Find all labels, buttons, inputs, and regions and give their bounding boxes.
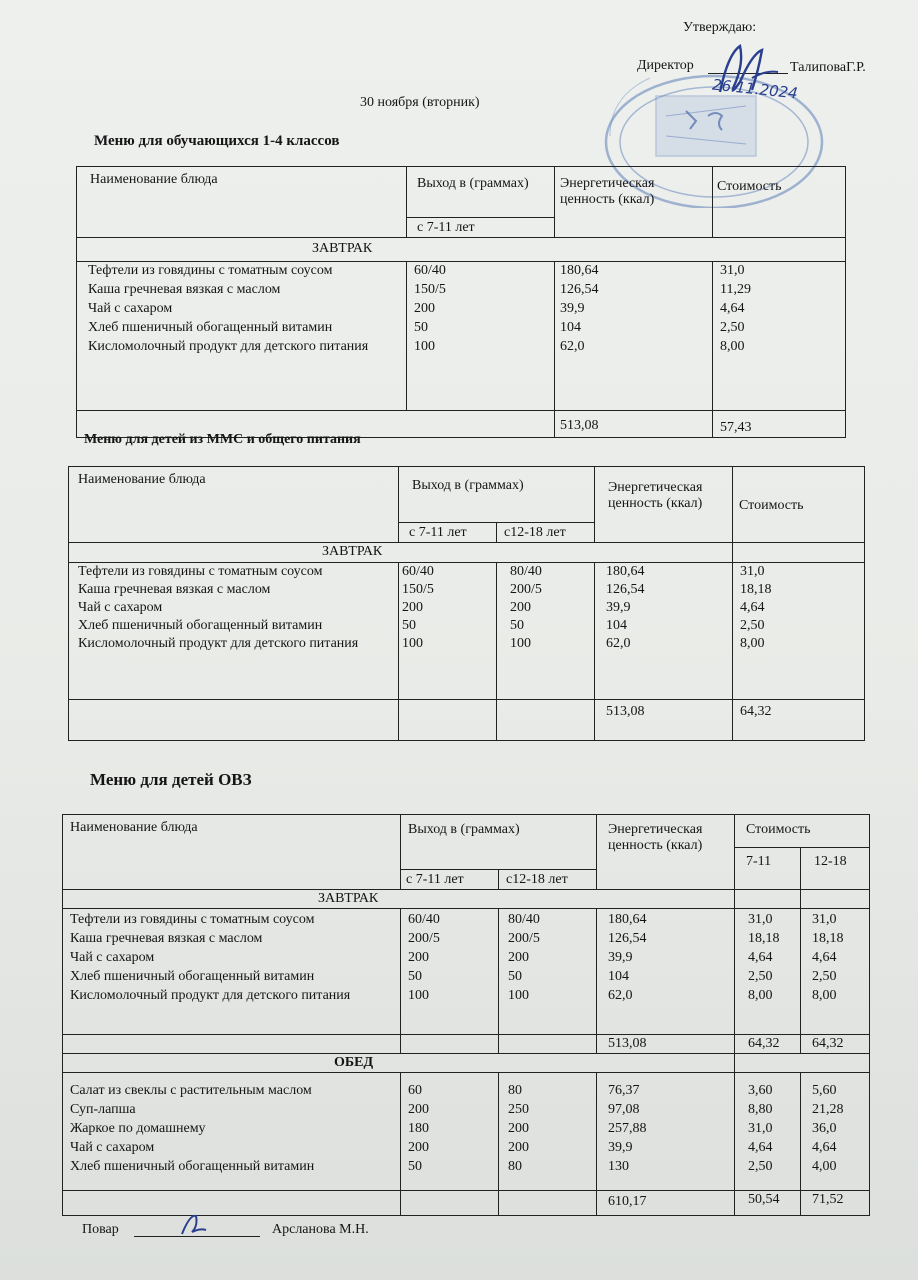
cost-header: Стоимость [739, 498, 804, 513]
lunch-yield-12-18-list [508, 1081, 529, 1176]
list-item: 50 [408, 969, 422, 984]
list-item: 50 [408, 1159, 422, 1174]
dish-header: Наименование блюда [70, 820, 198, 835]
list-item: 31,0 [720, 263, 745, 278]
cost-list [720, 261, 751, 356]
energy-header: Энергетическая ценность (ккал) [608, 822, 703, 853]
list-item: Тефтели из говядины с томатным соусом [70, 912, 315, 927]
dish-header: Наименование блюда [78, 472, 206, 487]
list-item: 180 [408, 1121, 429, 1136]
cook-signature [176, 1210, 216, 1240]
dish-list [88, 261, 388, 356]
list-item: Чай с сахаром [88, 301, 173, 316]
section-2-table [68, 466, 865, 741]
list-item: 200/5 [408, 931, 440, 946]
list-item: Тефтели из говядины с томатным соусом [88, 263, 333, 278]
breakfast-total-cost-12-18: 64,32 [812, 1036, 844, 1051]
age-7-11-header: с 7-11 лет [406, 872, 464, 887]
list-item: 39,9 [608, 950, 633, 965]
breakfast-total-energy: 513,08 [608, 1036, 647, 1051]
list-item: 39,9 [606, 600, 631, 615]
list-item: 4,64 [812, 1140, 837, 1155]
list-item: 4,00 [812, 1159, 837, 1174]
list-item: 31,0 [748, 912, 773, 927]
list-item: 2,50 [720, 320, 745, 335]
cook-label: Повар [82, 1222, 119, 1237]
list-item: 2,50 [748, 1159, 773, 1174]
total-cost: 57,43 [720, 420, 752, 435]
age-7-11-header: с 7-11 лет [409, 525, 467, 540]
list-item: 50 [414, 320, 428, 335]
list-item: Хлеб пшеничный обогащенный витамин [88, 320, 333, 335]
section-1-title: Меню для обучающихся 1-4 классов [94, 133, 340, 149]
energy-header: Энергетическая ценность (ккал) [608, 480, 703, 511]
list-item: 200 [510, 600, 531, 615]
list-item: 36,0 [812, 1121, 837, 1136]
list-item: Хлеб пшеничный обогащенный витамин [78, 618, 323, 633]
list-item: Жаркое по домашнему [70, 1121, 206, 1136]
list-item: 104 [560, 320, 581, 335]
list-item: 4,64 [748, 1140, 773, 1155]
list-item: 80/40 [510, 564, 542, 579]
date-line: 30 ноября (вторник) [360, 95, 480, 110]
list-item: Кисломолочный продукт для детского питания [88, 339, 369, 354]
approved-label: Утверждаю: [683, 20, 757, 35]
yield-list [414, 261, 446, 356]
list-item: 126,54 [606, 582, 645, 597]
list-item: Кисломолочный продукт для детского питания [70, 988, 351, 1003]
list-item: 200 [414, 301, 435, 316]
list-item: 200 [408, 950, 429, 965]
list-item: 18,18 [740, 582, 772, 597]
list-item: Каша гречневая вязкая с маслом [88, 282, 281, 297]
list-item: 200 [508, 950, 529, 965]
age-12-18-header: с12-18 лет [506, 872, 568, 887]
list-item: 200 [408, 1140, 429, 1155]
director-signature [700, 34, 820, 114]
list-item: 200 [408, 1102, 429, 1117]
cook-name: Арсланова М.Н. [272, 1222, 369, 1237]
list-item: Чай с сахаром [78, 600, 163, 615]
meal-label: ЗАВТРАК [322, 544, 383, 559]
total-energy: 513,08 [560, 418, 599, 433]
list-item: 200 [402, 600, 423, 615]
cost-header: Стоимость [717, 179, 782, 194]
list-item: Чай с сахаром [70, 950, 155, 965]
cost-header: Стоимость [746, 822, 811, 837]
yield-12-18-list [510, 563, 542, 653]
lunch-yield-7-11-list [408, 1081, 429, 1176]
list-item: 60/40 [408, 912, 440, 927]
breakfast-yield-12-18-list [508, 910, 540, 1005]
list-item: 180,64 [560, 263, 599, 278]
yield-header: Выход в (граммах) [417, 176, 529, 191]
yield-header: Выход в (граммах) [412, 478, 524, 493]
list-item: 50 [402, 618, 416, 633]
breakfast-yield-7-11-list [408, 910, 440, 1005]
list-item: 104 [606, 618, 627, 633]
section-2-title: Меню для детей из ММС и общего питания [84, 432, 361, 447]
breakfast-energy-list [608, 910, 647, 1005]
list-item: 31,0 [812, 912, 837, 927]
list-item: Каша гречневая вязкая с маслом [70, 931, 263, 946]
list-item: 18,18 [748, 931, 780, 946]
list-item: 2,50 [740, 618, 765, 633]
list-item: 60 [408, 1083, 422, 1098]
energy-list [560, 261, 599, 356]
list-item: Чай с сахаром [70, 1140, 155, 1155]
list-item: Салат из свеклы с растительным маслом [70, 1083, 312, 1098]
list-item: 200 [508, 1121, 529, 1136]
lunch-total-cost-7-11: 50,54 [748, 1192, 780, 1207]
lunch-label: ОБЕД [334, 1055, 374, 1070]
director-label: Директор [637, 58, 694, 73]
list-item: 8,00 [720, 339, 745, 354]
list-item: 8,00 [748, 988, 773, 1003]
list-item: 100 [408, 988, 429, 1003]
cost-list [740, 563, 772, 653]
dish-header: Наименование блюда [90, 172, 218, 187]
list-item: 150/5 [402, 582, 434, 597]
list-item: Тефтели из говядины с томатным соусом [78, 564, 323, 579]
list-item: 50 [510, 618, 524, 633]
list-item: 60/40 [402, 564, 434, 579]
list-item: Хлеб пшеничный обогащенный витамин [70, 969, 315, 984]
list-item: 60/40 [414, 263, 446, 278]
yield-header: Выход в (граммах) [408, 822, 520, 837]
lunch-total-energy: 610,17 [608, 1194, 647, 1209]
dish-list [78, 563, 388, 653]
list-item: Кисломолочный продукт для детского питания [78, 636, 359, 651]
list-item: 180,64 [608, 912, 647, 927]
list-item: 62,0 [560, 339, 585, 354]
list-item: 126,54 [560, 282, 599, 297]
list-item: 4,64 [720, 301, 745, 316]
list-item: 80 [508, 1159, 522, 1174]
list-item: 80 [508, 1083, 522, 1098]
list-item: 126,54 [608, 931, 647, 946]
list-item: 8,00 [812, 988, 837, 1003]
list-item: 50 [508, 969, 522, 984]
cost-12-18-header: 12-18 [814, 854, 847, 869]
energy-list [606, 563, 645, 653]
list-item: 3,60 [748, 1083, 773, 1098]
list-item: 2,50 [748, 969, 773, 984]
list-item: 76,37 [608, 1083, 640, 1098]
list-item: 39,9 [560, 301, 585, 316]
cost-7-11-header: 7-11 [746, 854, 772, 869]
age-7-11-header: с 7-11 лет [417, 220, 475, 235]
breakfast-dish-list [70, 910, 390, 1005]
lunch-total-cost-12-18: 71,52 [812, 1192, 844, 1207]
section-1-table [76, 166, 846, 438]
list-item: 100 [508, 988, 529, 1003]
breakfast-label: ЗАВТРАК [318, 891, 379, 906]
section-3-title: Меню для детей ОВЗ [90, 770, 252, 789]
lunch-dish-list [70, 1081, 314, 1176]
section-3-table [62, 814, 870, 1216]
list-item: Суп-лапша [70, 1102, 136, 1117]
list-item: 104 [608, 969, 629, 984]
list-item: 250 [508, 1102, 529, 1117]
director-name: ТалиповаГ.Р. [790, 60, 866, 75]
signature-date: 26.11.2024 [711, 75, 799, 103]
list-item: 100 [414, 339, 435, 354]
list-item: 31,0 [748, 1121, 773, 1136]
total-energy: 513,08 [606, 704, 645, 719]
list-item: 4,64 [740, 600, 765, 615]
age-12-18-header: с12-18 лет [504, 525, 566, 540]
list-item: 8,80 [748, 1102, 773, 1117]
list-item: 200/5 [510, 582, 542, 597]
list-item: 18,18 [812, 931, 844, 946]
meal-label: ЗАВТРАК [312, 241, 373, 256]
list-item: 200 [508, 1140, 529, 1155]
total-cost: 64,32 [740, 704, 772, 719]
list-item: 80/40 [508, 912, 540, 927]
list-item: 180,64 [606, 564, 645, 579]
lunch-cost-12-18-list [812, 1081, 844, 1176]
list-item: 31,0 [740, 564, 765, 579]
list-item: 11,29 [720, 282, 751, 297]
list-item: 4,64 [748, 950, 773, 965]
list-item: 39,9 [608, 1140, 633, 1155]
list-item: 150/5 [414, 282, 446, 297]
energy-header: Энергетическая ценность (ккал) [560, 176, 655, 207]
list-item: 257,88 [608, 1121, 647, 1136]
breakfast-cost-7-11-list [748, 910, 780, 1005]
list-item: 21,28 [812, 1102, 844, 1117]
list-item: Хлеб пшеничный обогащенный витамин [70, 1159, 315, 1174]
breakfast-cost-12-18-list [812, 910, 844, 1005]
list-item: 100 [402, 636, 423, 651]
lunch-energy-list [608, 1081, 647, 1176]
list-item: 8,00 [740, 636, 765, 651]
lunch-cost-7-11-list [748, 1081, 773, 1176]
yield-7-11-list [402, 563, 434, 653]
list-item: 62,0 [608, 988, 633, 1003]
list-item: 100 [510, 636, 531, 651]
list-item: 97,08 [608, 1102, 640, 1117]
list-item: 62,0 [606, 636, 631, 651]
list-item: 130 [608, 1159, 629, 1174]
breakfast-total-cost-7-11: 64,32 [748, 1036, 780, 1051]
list-item: 200/5 [508, 931, 540, 946]
list-item: 4,64 [812, 950, 837, 965]
list-item: 2,50 [812, 969, 837, 984]
list-item: 5,60 [812, 1083, 837, 1098]
list-item: Каша гречневая вязкая с маслом [78, 582, 271, 597]
